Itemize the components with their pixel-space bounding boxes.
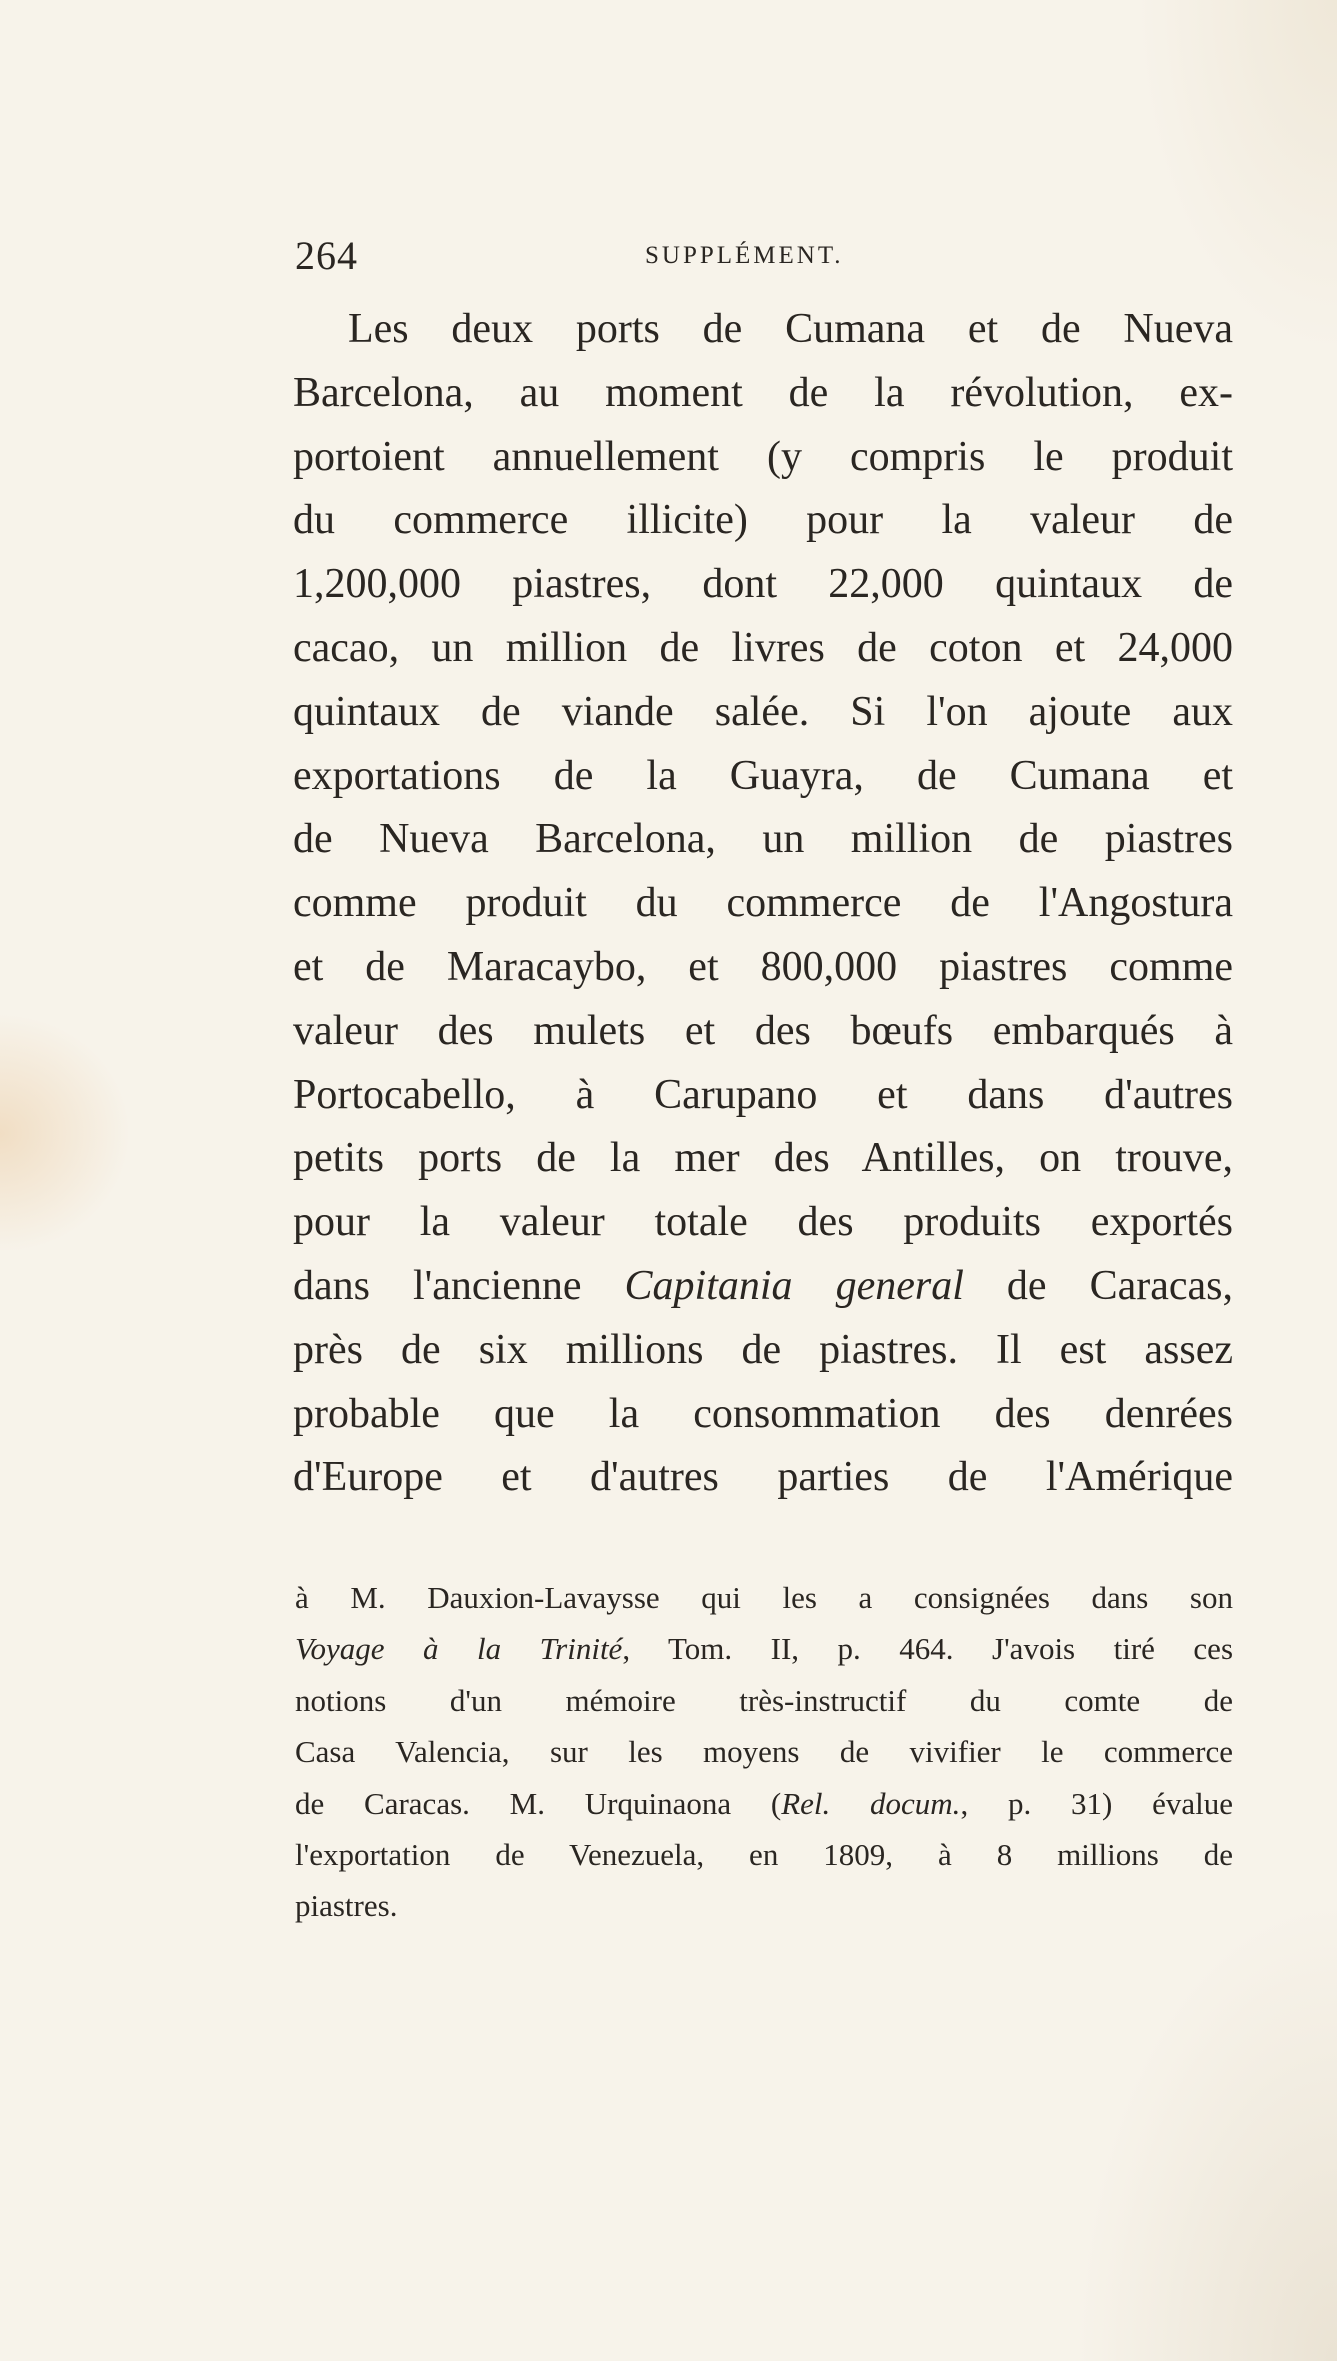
text-line: exportations de la Guayra, de Cumana et	[293, 752, 1233, 799]
italic-citation: Rel. docum.	[781, 1785, 961, 1821]
text-line: d'Europe et d'autres parties de l'Amérique	[293, 1454, 1233, 1501]
text-line: comme produit du commerce de l'Angostura	[293, 880, 1233, 927]
text-segment: de Caracas,	[963, 1262, 1233, 1309]
italic-title: Voyage à la Trinité	[295, 1631, 623, 1667]
footnote	[295, 1572, 1233, 1932]
text-line: petits ports de la mer des Antilles, on trouve,	[293, 1135, 1233, 1182]
page-number: 264	[295, 233, 358, 278]
text-line: près de six millions de piastres. Il est assez	[293, 1326, 1233, 1373]
text-line: cacao, un million de livres de coton et 24,000	[293, 624, 1233, 671]
footnote-line: Casa Valencia, sur les moyens de vivifier le commerce	[295, 1734, 1233, 1770]
footnote-line: piastres.	[295, 1888, 398, 1924]
footnote-line: notions d'un mémoire très-instructif du comte de	[295, 1682, 1233, 1718]
text-line: pour la valeur totale des produits exportés	[293, 1199, 1233, 1246]
text-line: et de Maracaybo, et 800,000 piastres comme	[293, 943, 1233, 990]
text-segment: , p. 31) évalue	[960, 1785, 1233, 1821]
text-line: portoient annuellement (y compris le produit	[293, 433, 1233, 480]
text-line: quintaux de viande salée. Si l'on ajoute aux	[293, 688, 1233, 735]
footnote-line: l'exportation de Venezuela, en 1809, à 8 millions de	[295, 1836, 1233, 1872]
italic-phrase: Capitania general	[624, 1262, 964, 1309]
footnote-line	[295, 1623, 1233, 1674]
text-line: de Nueva Barcelona, un million de piastres	[293, 816, 1233, 863]
text-segment: , Tom. II, p. 464. J'avois tiré ces	[622, 1631, 1234, 1667]
text-line: Les deux ports de Cumana et de Nueva	[348, 306, 1233, 352]
text-line: du commerce illicite) pour la valeur de	[293, 497, 1233, 544]
text-line: valeur des mulets et des bœufs embarqués à	[293, 1007, 1233, 1054]
running-head-title: SUPPLÉMENT.	[645, 242, 844, 269]
main-text	[293, 298, 1233, 1510]
running-head	[295, 232, 1235, 292]
text-line	[293, 1255, 1233, 1319]
footnote-line: à M. Dauxion-Lavaysse qui les a consignées dans son	[295, 1580, 1233, 1615]
text-segment: de Caracas. M. Urquinaona (	[295, 1785, 782, 1821]
text-line: probable que la consommation des denrées	[293, 1390, 1233, 1437]
text-line: 1,200,000 piastres, dont 22,000 quintaux de	[293, 561, 1233, 608]
text-segment: dans l'ancienne	[293, 1262, 625, 1309]
text-line: Barcelona, au moment de la révolution, ex-	[293, 369, 1233, 416]
footnote-line	[295, 1778, 1233, 1829]
text-line: Portocabello, à Carupano et dans d'autres	[293, 1071, 1233, 1118]
